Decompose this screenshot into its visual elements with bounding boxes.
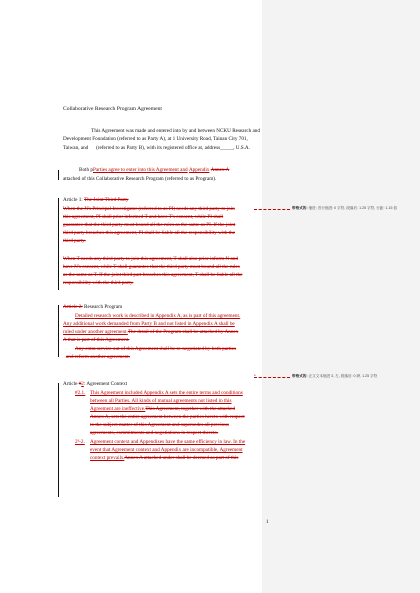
clause-number: #2.1. (75, 390, 86, 396)
change-bar (58, 170, 59, 180)
article-2-line: and reform another agreement. (66, 354, 130, 360)
clause-line: Annex A, sets the entire agreement between the parties hereto with respect (90, 414, 245, 420)
clause-line: to the subject matter of this Agreement and supersedes all previous (90, 422, 229, 428)
intro-line-2: Development Foundation (referred to as Party A), at 1 University Road, Tainan City 701, (63, 136, 248, 142)
article-1-line: responsibility with the third party. (63, 280, 134, 286)
document-title: Collaborative Research Program Agreement (63, 106, 162, 112)
intro-line-3: Taiwan, and (referred to as Party B), with its registered office at, address_____, U.S.A. (63, 145, 250, 151)
article-1-line: third party breaches this agreement, PI shall be liable all the responsibility with the (63, 230, 236, 236)
change-bar (58, 305, 59, 357)
article-2-line: ruled under another agreement.The detail of the Program shall be attached by Annex (63, 329, 239, 335)
article-1-line: this agreement, PI shall prior informed T and have T's consent, while PI shall (63, 214, 224, 220)
page-number: 1 (266, 520, 269, 525)
clause-line: event that Agreement context and Appendix are incompatible, Agreement (90, 447, 243, 453)
article-2-line: A that is part of this Agreement. (63, 337, 130, 343)
article-1-line: When the N's Principal Investigator (referred to as PI) needs any third party to join (63, 206, 235, 212)
comment-connector (254, 377, 290, 378)
both-parties-line-2: attached of this Collaborative Research Program (referred to as Program). (63, 176, 217, 182)
article-2-line: Detailed research work is described in Appendix A, as is part of this agreement. (75, 313, 241, 319)
intro-line-1: This Agreement was made and entered into by and between NCKU Research and (91, 128, 260, 134)
article-1-line: guarantee that the third party must bound all the rules as the same as PI. If the joint (63, 222, 236, 228)
clause-line: context prevails.Annex A attached under shall be deemed as part of this (90, 455, 239, 461)
format-comment-2[interactable]: 带格式的: 正文文本缩进 3, 左, 段落后: 0 磅, 1.25 字符 (292, 374, 378, 378)
change-bar (58, 198, 59, 290)
both-parties-line-1: Both pParties agree to enter into this Agreement and Appendix Annex A (79, 167, 230, 173)
comment-connector (254, 209, 290, 210)
article-3-heading: Article #2: Agreement Context (63, 381, 128, 387)
article-1-line: When T needs any third party to join this agreement, T shall also prior inform N and (63, 256, 238, 262)
article-1-line: as the same as T. If the joint third part breaches this agreement, T shall be liable all the (63, 272, 243, 278)
paragraph-mark-icon: • (254, 374, 256, 379)
article-2-line: Any extra service out of this Agreement shall be re-negotiated by both parties (75, 346, 237, 352)
clause-number: 2³-2. (75, 439, 85, 445)
article-1-line: third party. (63, 238, 86, 244)
clause-line: This Agreement included Appendix A sets the entire terms and conditions (90, 390, 243, 396)
article-1-heading: Article 1: The Joint Third Party (63, 197, 129, 203)
article-1-line: have N's consent, while T shall guarantee that the third party must bound all the rules (63, 264, 240, 270)
clause-line: agreements, commitments and negotiations in respect thereto. (90, 430, 219, 436)
change-bar (58, 383, 59, 497)
article-2-heading: Article 2: Research Program (63, 304, 123, 310)
article-2-line: Any additional work demanded from Party B and not listed in Appendix A shall be (63, 321, 235, 327)
format-comment-1[interactable]: 带格式的: 缩进: 首行缩进: 0 字符, 段落后: 1.25 字符, 行距: 1.15 倍 (292, 206, 398, 210)
clause-line: Agreement are ineffective.This Agreement, together with the attached (90, 406, 235, 412)
clause-line: Agreement context and Appendixes have the same efficiency in law. In the (90, 439, 246, 445)
clause-line: between all Parties. All kinds of mutual agreements not listed in this (90, 398, 232, 404)
comment-margin-pane (262, 0, 420, 593)
